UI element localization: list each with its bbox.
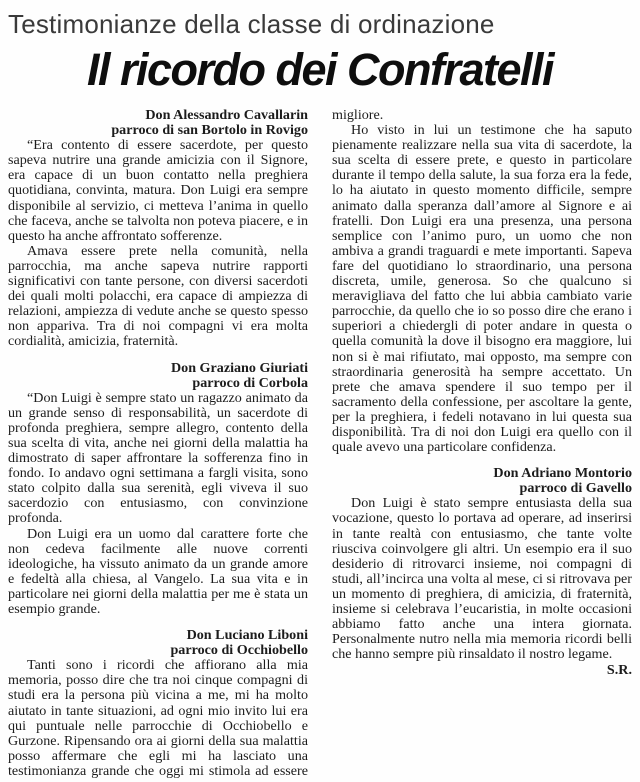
article-body — [8, 108, 632, 782]
author-role: parroco di san Bortolo in Rovigo — [111, 122, 308, 139]
section-header — [332, 466, 632, 496]
testimonial-paragraph: Ho visto in lui un testimone che ha saputo pienamente realizzare nella sua vita di sacerdote, la sua scelta di essere prete, e questo in particolare durante il tempo della salute, la sua forza era la fede, lo ha aiutato in questo momento difficile, sempre animato dalla speranza dall’amore al Signore e ai fratelli. Don Luigi era una presenza, una persona semplice con l’animo puro, un uomo che non ambiva a grandi traguardi e mete importanti. Sapeva fare del quotidiano lo straordinario, una persona discreta, umile, generosa. So che qualcuno si meravigliava del fatto che lui abbia cambiato varie parrocchie, da quello che io so posso dire che erano i superiori a chiedergli di poter andare in questa o quella comunità la dove il bisogno era maggiore, lui non si è mai rifiutato, mai opposto, ma sempre con straordinaria generosità ha sempre accettato. Un prete che amava spendere il suo tempo per il sacramento della confessione, per ascoltare la gente, per la preghiera, i fedeli notavano in lui questa sua disponibilità. Tra di noi don Luigi era quello con il quale avevo una particolare confidenza. — [332, 122, 632, 456]
author-initials: S.R. — [606, 662, 632, 679]
author-role: parroco di Gavello — [519, 480, 632, 497]
testimonial-section-cavallarin — [8, 108, 308, 350]
testimonial-paragraph: Don Luigi era un uomo dal carattere forte che non cedeva facilmente alle nuove correnti ideologiche, ha vissuto animato da un grande amore e fedeltà alla chiesa, al Vangelo. La sua vita e in particolare nei giorni della malattia per me è stata un esempio grande. — [8, 525, 308, 617]
author-role: parroco di Occhiobello — [170, 642, 308, 659]
author-role: parroco di Corbola — [192, 374, 308, 391]
kicker: Testimonianze della classe di ordinazione — [8, 9, 495, 39]
testimonial-paragraph: “Era contento di essere sacerdote, per questo sapeva nutrire una grande amicizia con il Signore, era capace di un buon contatto nella preghiera quotidiana, convinta, matura. Don Luigi era sempre disponibile al servizio, ci metteva l’anima in quello che faceva, anche se talvolta non poteva piacere, e in questo ha anche affrontato sofferenze. — [8, 137, 308, 244]
author-name: Don Luciano Liboni — [186, 627, 308, 644]
section-header — [8, 361, 308, 391]
testimonial-section-giuriati — [8, 361, 308, 618]
author-name: Don Adriano Montorio — [493, 465, 632, 482]
headline: Il ricordo dei Confratelli — [86, 44, 554, 95]
testimonial-paragraph: “Don Luigi è sempre stato un ragazzo animato da un grande senso di responsabilità, un sacerdote di profonda preghiera, sempre allegro, contento della sua scelta di vita, anche nei giorni della malattia ha dimostrato di saper affrontare la sofferenza fino in fondo. Io andavo ogni settimana a fargli visita, sono stato colpito dalla sua serenità, egli viveva il suo sacerdozio con entusiasmo, con convinzione profonda. — [8, 389, 308, 527]
testimonial-paragraph: Tanti sono i ricordi che affiorano alla mia memoria, posso dire che tra noi cinque compagni di studi era la persona più vicina a me, mi ha molto aiutato in tante situazioni, ad ogni mio invito lui era qui puntuale nelle parrocchie di Occhiobello e Gurzone. Ripensando ora ai giorni della sua malattia posso affermare che egli mi ha lasciato una testimonianza grande che oggi mi stimola ad essere migliore. — [8, 108, 384, 779]
section-header — [8, 108, 308, 138]
author-name: Don Alessandro Cavallarin — [145, 108, 308, 123]
author-name: Don Graziano Giuriati — [170, 359, 308, 376]
testimonial-paragraph: Don Luigi è stato sempre entusiasta della sua vocazione, questo lo portava ad operare, ad inserirsi in tante realtà con entusiasmo, che tante volte riusciva coinvolgere gli altri. Un esempio era il suo desiderio di ritrovarci insieme, noi compagni di studi, all’incirca una volta al mese, ci si ritrovava per un momento di preghiera, di amicizia, di fraternità, insieme si celebrava l’eucaristia, in molte occasioni abbiamo fatto anche una intera giornata. Personalmente nutro nella mia memoria ricordi belli che hanno sempre più rinsaldato il nostro legame. — [332, 495, 632, 663]
testimonial-section-montorio — [332, 466, 632, 662]
section-header — [8, 628, 308, 658]
testimonial-paragraph: Amava essere prete nella comunità, nella parrocchia, ma anche sapeva nutrire rapporti significativi con tante persone, con diversi sacerdoti dei quali molti polacchi, era capace di ampiezza di relazioni, ampiezza di vedute anche se questo spesso non appariva. Tra di noi compagni vi era molta cordialità, amicizia, fraternità. — [8, 242, 308, 350]
